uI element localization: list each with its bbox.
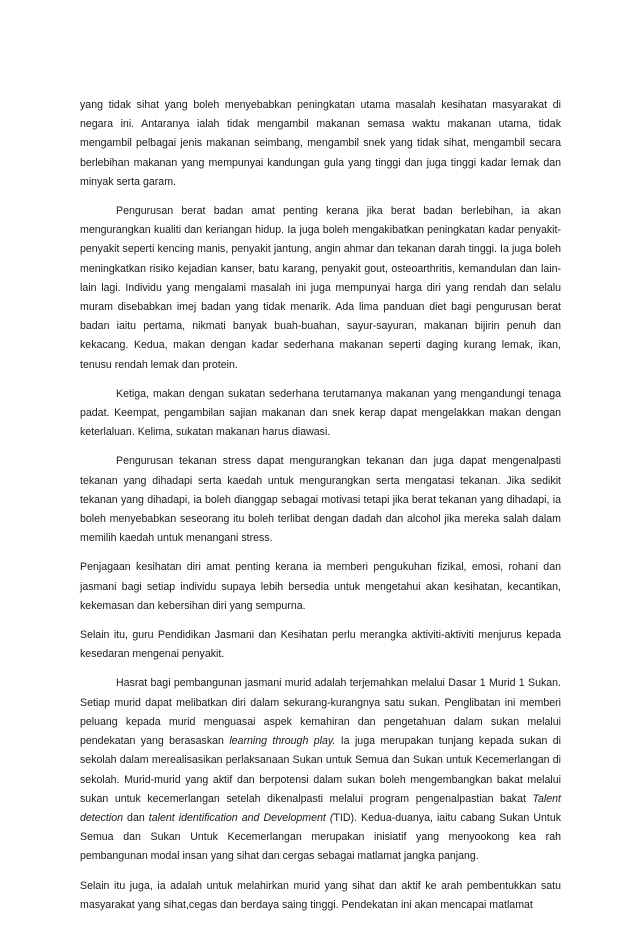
paragraph [80, 877, 561, 915]
text-segment: yang tidak sihat yang boleh menyebabkan peningkatan utama masalah kesihatan masyarakat di negara ini. Antaranya ialah tidak mengambil makanan semasa waktu makanan utama, tidak mengambil pelbagai jenis makanan seimbang, mengambil snek yang tidak sihat, mengambil secara berlebihan makanan yang mempunyai kandungan gula yang tinggi dan juga tinggi kadar lemak dan minyak serta garam. [80, 99, 561, 188]
paragraph [80, 674, 561, 866]
text-segment: Pengurusan berat badan amat penting kerana jika berat badan berlebihan, ia akan mengurangkan kualiti dan keriangan hidup. Ia juga boleh mengakibatkan peningkatan kadar penyakit-penyakit seperti kencing manis, penyakit jantung, angin ahmar dan tekanan darah tinggi. Ia juga boleh meningkatkan risiko kejadian kanser, batu karang, penyakit gout, osteoarthritis, kemandulan dan lain-lain lagi. Individu yang mengalami masalah ini juga mempunyai harga diri yang rendah dan selalu muram disebabkan imej badan yang tidak menarik. Ada lima panduan diet bagi pengurusan berat badan iaitu pertama, nikmati banyak buah-buahan, sayur-sayuran, makanan bijirin penuh dan kekacang. Kedua, makan dengan kadar sederhana makanan seperti daging kurang lemak, ikan, tenusu rendah lemak dan protein. [80, 205, 561, 371]
text-segment: Selain itu juga, ia adalah untuk melahirkan murid yang sihat dan aktif ke arah pembentukkan satu masyarakat yang sihat,cegas dan berdaya saing tinggi. Pendekatan ini akan mencapai matlamat [80, 879, 561, 911]
text-segment: dan [123, 811, 149, 824]
text-segment: Ketiga, makan dengan sukatan sederhana terutamanya makanan yang mengandungi tenaga padat. Keempat, pengambilan sajian makanan dan snek kerap dapat mengelakkan makan dengan keterlaluan. Kelima, sukatan makanan harus diawasi. [80, 387, 561, 439]
paragraph [80, 385, 561, 443]
italic-text-segment: Talent detection [80, 792, 561, 824]
text-segment: TID). Kedua-duanya, iaitu cabang Sukan Untuk Semua dan Sukan Untuk Kecemerlangan merupakan inisiatif yang menyookong kea rah pembangunan modal insan yang sihat dan cergas sebagai matlamat jangka panjang. [80, 811, 562, 863]
paragraph [80, 626, 561, 664]
text-segment: Pengurusan tekanan stress dapat mengurangkan tekanan dan juga dapat mengenalpasti tekanan yang dihadapi serta kaedah untuk mengurangkan serta mengatasi tekanan. Jika sedikit tekanan yang dihadapi, ia boleh dianggap sebagai motivasi tetapi jika berat tekanan yang dihadapi, ia boleh menyebabkan seseorang itu boleh terlibat dengan dadah dan alcohol jika mereka salah dalam memilih kaedah untuk menangani stress. [80, 455, 561, 545]
text-segment: Selain itu, guru Pendidikan Jasmani dan Kesihatan perlu merangka aktiviti-aktiviti menjurus kepada kesedaran mengenai penyakit. [80, 629, 561, 661]
paragraph [80, 202, 561, 375]
paragraph [80, 558, 561, 616]
document-body [80, 96, 561, 925]
paragraph [80, 452, 561, 548]
text-segment: Penjagaan kesihatan diri amat penting kerana ia memberi pengukuhan fizikal, emosi, rohani dan jasmani bagi setiap individu supaya lebih bersedia untuk mengetahui akan kesihatan, kecantikan, kekemasan dan kebersihan diri yang sempurna. [80, 561, 561, 612]
text-segment: Ia juga merupakan tunjang kepada sukan di sekolah dalam merealisasikan perlaksanaan Sukan untuk Semua dan Sukan untuk Kecemerlangan di sekolah. Murid-murid yang aktif dan berpotensi dalam sukan boleh mengembangkan bakat melalui sukan untuk kecemerlangan setelah dikenalpasti melalui program pengenalpastian bakat [80, 735, 561, 805]
italic-text-segment: learning through play. [229, 735, 336, 748]
italic-text-segment: talent identification and Development ( [148, 811, 334, 824]
paragraph [80, 96, 561, 192]
text-segment: Hasrat bagi pembangunan jasmani murid adalah terjemahkan melalui Dasar 1 Murid 1 Sukan. Setiap murid dapat melibatkan diri dalam sekurang-kurangnya satu sukan. Penglibatan ini memberi peluang kepada murid menguasai aspek kemahiran dan pengetahuan dalam sukan melalui pendekatan yang berasaskan [80, 677, 561, 748]
